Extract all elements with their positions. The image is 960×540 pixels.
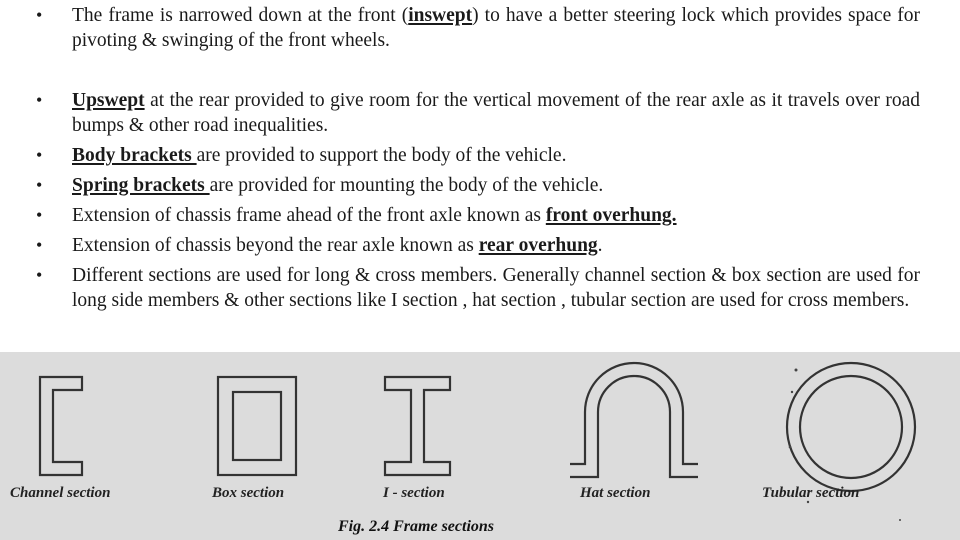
bullet-text: The frame is narrowed down at the front ( <box>72 5 409 26</box>
frame-sections-figure <box>0 352 960 540</box>
bullet-dot: • <box>36 90 43 110</box>
bullet-text: Extension of chassis frame ahead of the front axle known as <box>72 205 546 226</box>
bullet-dot: • <box>36 175 43 195</box>
speckle <box>795 369 798 372</box>
bullet-dot: • <box>36 235 43 255</box>
term-front-overhung: front overhung. <box>545 205 677 226</box>
bullet-text: Extension of chassis beyond the rear axle known as <box>72 235 479 256</box>
bullet-text: are provided to support the body of the vehicle. <box>196 145 567 166</box>
bullet-item-spring-brackets <box>30 173 920 198</box>
term-rear-overhung: rear overhung <box>478 235 598 256</box>
term-upswept: Upswept <box>72 90 145 111</box>
frame-sections-drawing <box>0 352 960 540</box>
speckle <box>899 519 901 521</box>
bullet-dot: • <box>36 145 43 165</box>
bullet-list <box>30 3 920 313</box>
hat-section-inner <box>570 363 698 464</box>
term-body-brackets: Body brackets <box>72 145 197 166</box>
channel-section-shape <box>40 377 82 475</box>
bullet-item-front-overhung <box>30 203 920 228</box>
caption-hat-section: Hat section <box>580 485 651 501</box>
i-section-shape <box>385 377 450 475</box>
speckle <box>791 391 793 393</box>
term-inswept: inswept <box>408 5 473 26</box>
bullet-text: ) to have a better steering lock which provides space for pivoting & swinging of the front wheels. <box>72 5 920 51</box>
bullet-text: are provided for mounting the body of the vehicle. <box>209 175 604 196</box>
caption-i-section: I - section <box>383 485 445 501</box>
bullet-text: Different sections are used for long & cross members. Generally channel section & box section are used for long side members & other sections like I section , hat section , tubular section are used for cross members. <box>72 265 920 311</box>
caption-channel-section: Channel section <box>10 485 111 501</box>
bullet-item-inswept <box>30 3 920 53</box>
bullet-item-upswept <box>30 88 920 138</box>
bullet-text: . <box>597 235 603 256</box>
speckle <box>789 446 792 449</box>
term-spring-brackets: Spring brackets <box>72 175 210 196</box>
bullet-item-body-brackets <box>30 143 920 168</box>
bullet-item-sections <box>30 263 920 313</box>
tubular-section-outer <box>787 363 915 491</box>
caption-box-section: Box section <box>212 485 285 501</box>
box-section-inner <box>233 392 281 460</box>
tubular-section-inner <box>800 376 902 478</box>
figure-title: Fig. 2.4 Frame sections <box>338 518 495 535</box>
bullet-dot: • <box>36 205 43 225</box>
bullet-text: at the rear provided to give room for the vertical movement of the rear axle as it travels over road bumps & other road inequalities. <box>72 90 920 136</box>
bullet-dot: • <box>36 5 43 25</box>
caption-tubular-section: Tubular section <box>762 485 860 501</box>
bullet-dot: • <box>36 265 43 285</box>
bullet-item-rear-overhung <box>30 233 920 258</box>
